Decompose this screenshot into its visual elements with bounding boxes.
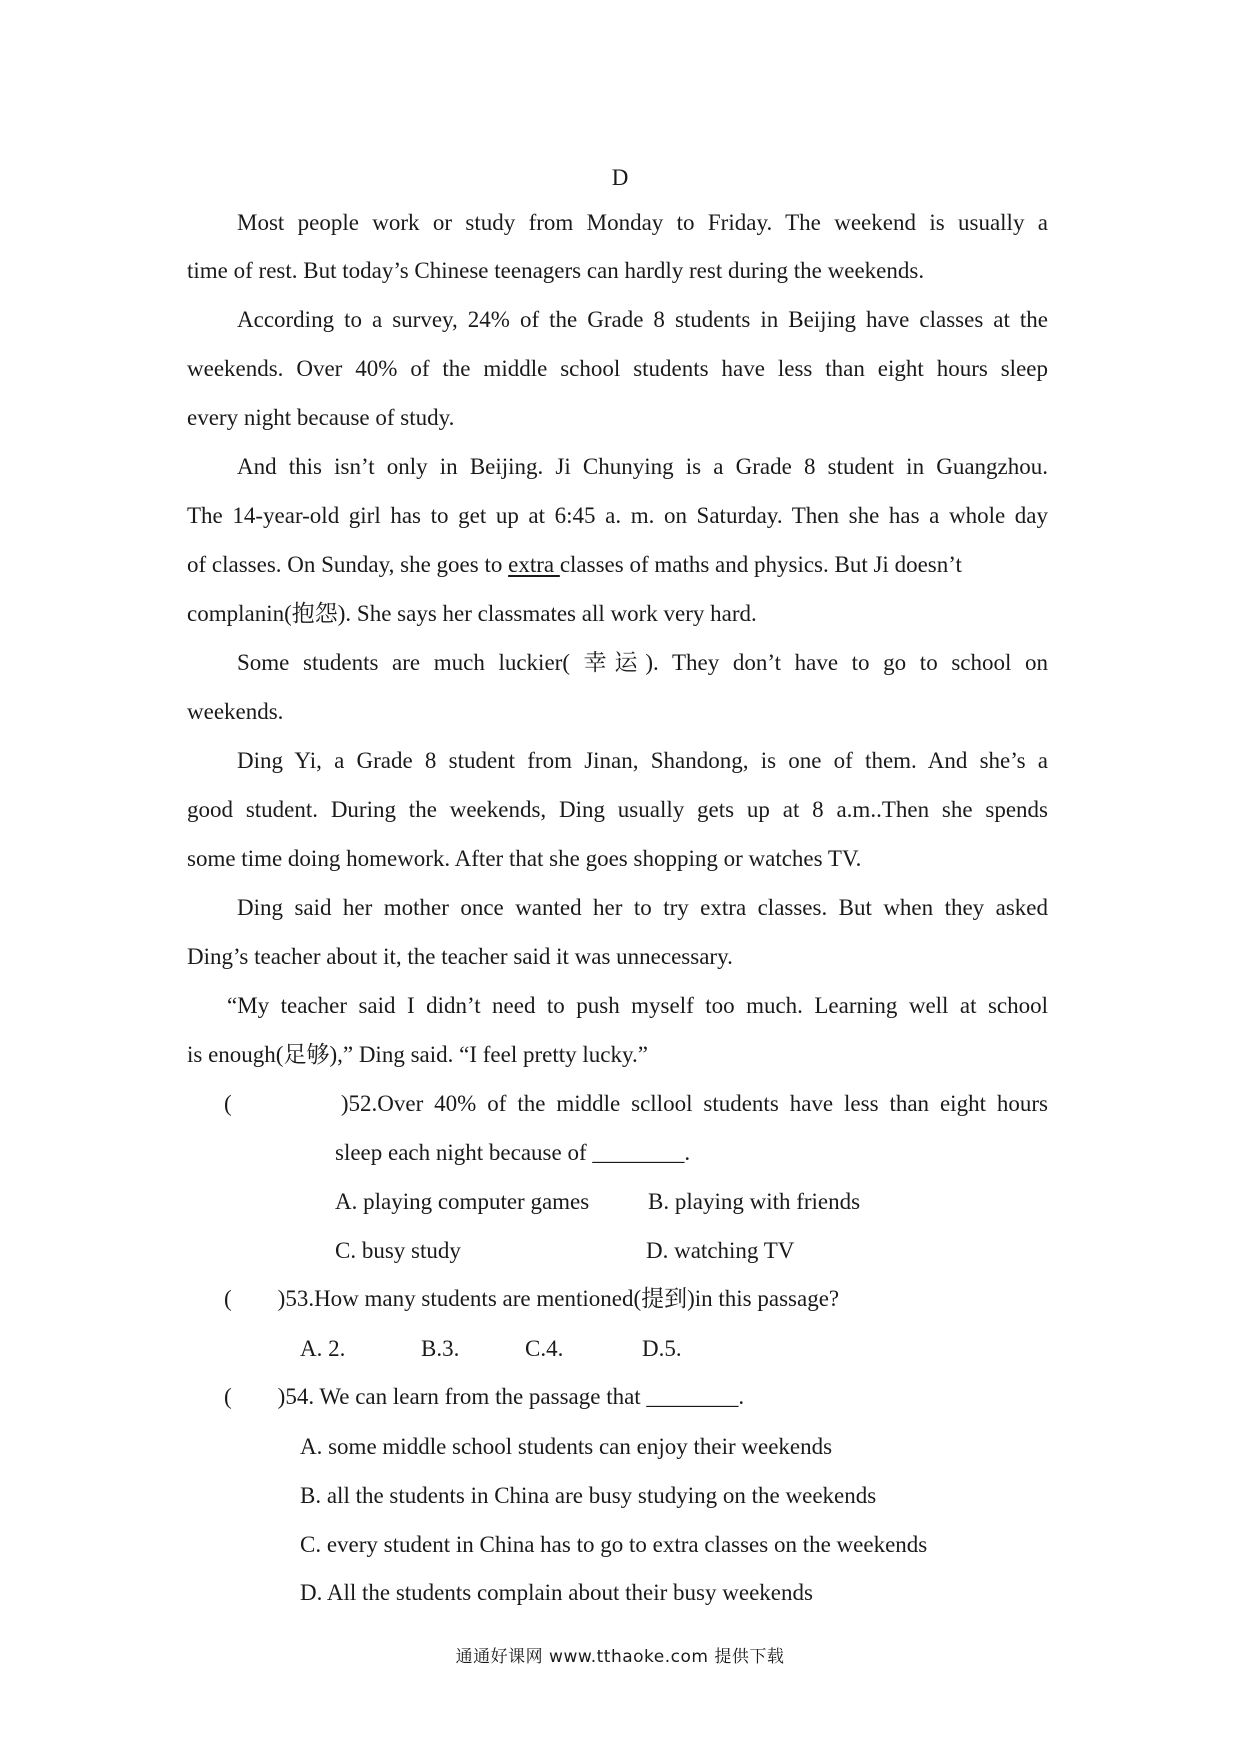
passage-line: According to a survey, 24% of the Grade 8 students in Beijing have classes at the [237,307,1048,332]
question-52-option-a: A. playing computer games [335,1189,590,1214]
passage-line: Some students are much luckier( 幸运). They don’t have to go to school on [237,650,1048,675]
question-53-option-c: C.4. [525,1336,564,1361]
section-title: D [611,165,629,190]
question-52-option-b: B. playing with friends [648,1189,861,1214]
question-54-option-b: B. all the students in China are busy studying on the weekends [300,1483,877,1508]
underlined-word: extra [508,552,560,577]
question-53-option-d: D.5. [642,1336,682,1361]
passage-line: Most people work or study from Monday to Friday. The weekend is usually a [237,210,1048,235]
passage-line: Ding’s teacher about it, the teacher said it was unnecessary. [187,944,733,969]
passage-line: is enough(足够),” Ding said. “I feel pretty lucky.” [187,1042,648,1067]
question-53-option-a: A. 2. [300,1336,346,1361]
passage-text: classes of maths and physics. But Ji doesn’t [559,552,962,577]
question-53-option-b: B.3. [421,1336,460,1361]
question-54-stem: ( )54. We can learn from the passage that ________. [224,1384,745,1409]
passage-line: weekends. [187,699,284,724]
passage-line: time of rest. But today’s Chinese teenagers can hardly rest during the weekends. [187,258,925,283]
passage-line: Ding Yi, a Grade 8 student from Jinan, Shandong, is one of them. And she’s a [237,748,1048,773]
question-54-option-c: C. every student in China has to go to extra classes on the weekends [300,1532,928,1557]
passage-line: good student. During the weekends, Ding usually gets up at 8 a.m..Then she spends [187,797,1048,822]
passage-text: of classes. On Sunday, she goes to [187,552,509,577]
question-54-option-d: D. All the students complain about their busy weekends [300,1580,813,1605]
passage-line: Ding said her mother once wanted her to try extra classes. But when they asked [237,895,1048,920]
passage-line [187,553,1048,576]
passage-line: weekends. Over 40% of the middle school students have less than eight hours sleep [187,356,1048,381]
passage-line: The 14-year-old girl has to get up at 6:45 a. m. on Saturday. Then she has a whole day [187,503,1048,528]
question-52-option-d: D. watching TV [646,1238,795,1263]
passage-line: some time doing homework. After that she goes shopping or watches TV. [187,846,862,871]
question-53-stem: ( )53.How many students are mentioned(提到)in this passage? [224,1286,840,1311]
question-52-stem: ( )52.Over 40% of the middle scllool students have less than eight hours [224,1091,1048,1116]
passage-line: every night because of study. [187,405,455,430]
page-footer: 通通好课网 www.tthaoke.com 提供下载 [455,1647,785,1667]
passage-line: “My teacher said I didn’t need to push myself too much. Learning well at school [227,993,1048,1018]
passage-line: complanin(抱怨). She says her classmates all work very hard. [187,601,757,626]
question-52-stem-cont: sleep each night because of ________. [335,1140,691,1165]
passage-line: And this isn’t only in Beijing. Ji Chunying is a Grade 8 student in Guangzhou. [237,454,1048,479]
question-52-option-c: C. busy study [335,1238,461,1263]
question-54-option-a: A. some middle school students can enjoy their weekends [300,1434,833,1459]
